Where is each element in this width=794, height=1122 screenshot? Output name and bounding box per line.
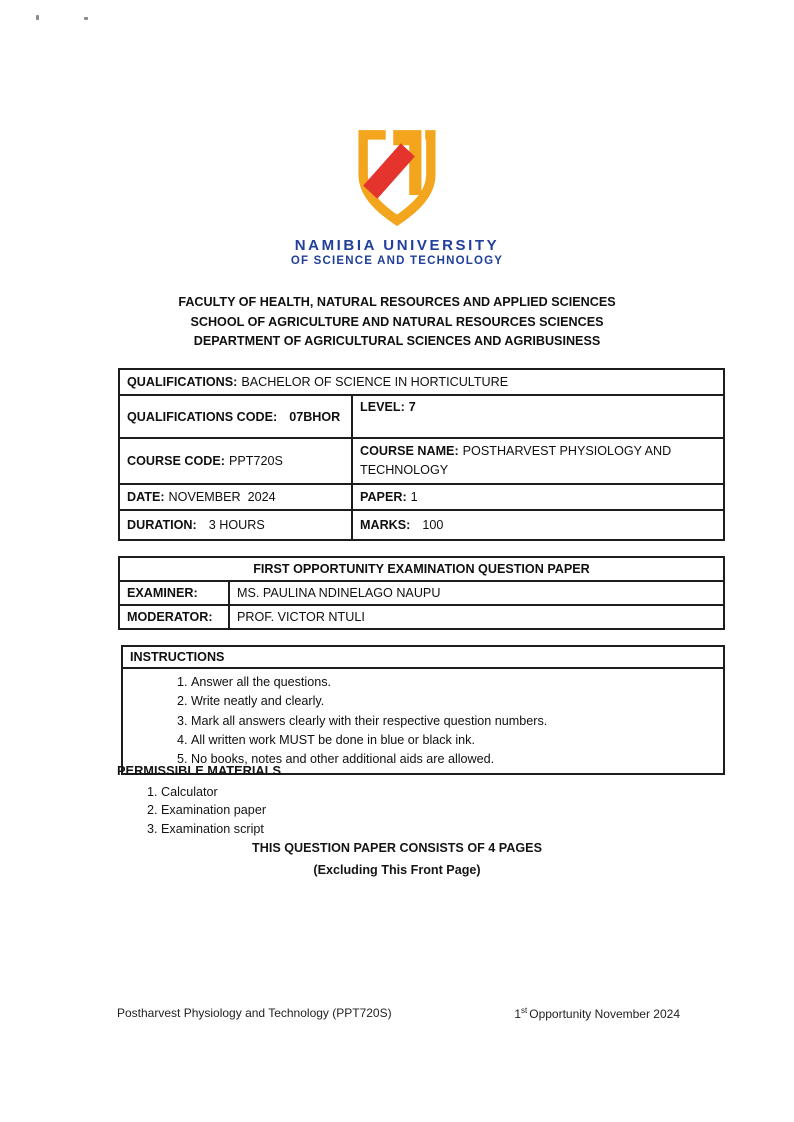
scan-speck bbox=[84, 17, 88, 20]
table-row bbox=[119, 510, 724, 540]
table-row bbox=[122, 668, 724, 774]
level-value: 7 bbox=[408, 400, 416, 414]
permissible-materials-block bbox=[117, 762, 725, 838]
page-count-subline: (Excluding This Front Page) bbox=[313, 863, 481, 877]
course-name-value: POSTHARVEST PHYSIOLOGY AND TECHNOLOGY bbox=[360, 444, 672, 477]
qualifications-cell bbox=[119, 369, 724, 395]
course-info-table bbox=[118, 368, 725, 541]
faculty-header bbox=[0, 293, 794, 352]
instructions-body bbox=[122, 668, 724, 774]
course-code-cell bbox=[119, 438, 352, 484]
material-item: 2. Examination paper bbox=[161, 801, 725, 819]
footer-opportunity bbox=[514, 1006, 680, 1021]
table-row bbox=[119, 369, 724, 395]
course-code-value: PPT720S bbox=[228, 454, 283, 468]
exam-paper-table bbox=[118, 556, 725, 630]
school-line: SCHOOL OF AGRICULTURE AND NATURAL RESOURCES SCIENCES bbox=[190, 314, 604, 329]
examiner-value: MS. PAULINA NDINELAGO NAUPU bbox=[229, 581, 724, 605]
instruction-item: 5. No books, notes and other additional aids are allowed. bbox=[191, 750, 717, 769]
scan-speck bbox=[36, 15, 39, 20]
material-item: 1. Calculator bbox=[161, 783, 725, 801]
department-line: DEPARTMENT OF AGRICULTURAL SCIENCES AND AGRIBUSINESS bbox=[193, 334, 601, 348]
university-logo-block bbox=[0, 126, 794, 267]
qualifications-code-label: QUALIFICATIONS CODE: bbox=[127, 409, 278, 424]
instruction-item: 1. Answer all the questions. bbox=[191, 673, 717, 692]
instructions-table bbox=[121, 645, 725, 775]
moderator-value: PROF. VICTOR NTULI bbox=[229, 605, 724, 629]
table-row bbox=[119, 484, 724, 510]
logo-red-band bbox=[363, 143, 415, 198]
exam-paper-title: FIRST OPPORTUNITY EXAMINATION QUESTION PAPER bbox=[119, 557, 724, 581]
paper-label: PAPER: bbox=[360, 490, 407, 504]
university-name: NAMIBIA UNIVERSITY bbox=[294, 237, 500, 254]
material-item: 3. Examination script bbox=[161, 820, 725, 838]
qualifications-code-cell bbox=[119, 395, 352, 438]
footer-course-title: Postharvest Physiology and Technology (PPT720S) bbox=[117, 1006, 392, 1020]
paper-cell bbox=[352, 484, 724, 510]
course-name-label: COURSE NAME: bbox=[360, 444, 459, 458]
marks-value: 100 bbox=[422, 518, 444, 532]
nust-shield-logo-icon bbox=[350, 126, 444, 234]
course-name-cell bbox=[352, 438, 724, 484]
page-count-line: THIS QUESTION PAPER CONSISTS OF 4 PAGES bbox=[252, 841, 542, 855]
table-row bbox=[119, 557, 724, 581]
table-row bbox=[119, 395, 724, 438]
date-label: DATE: bbox=[127, 490, 165, 504]
date-value: NOVEMBER 2024 bbox=[168, 490, 276, 504]
examiner-label: EXAMINER: bbox=[119, 581, 229, 605]
duration-label: DURATION: bbox=[127, 518, 197, 532]
instructions-title: INSTRUCTIONS bbox=[122, 646, 724, 668]
footer-opportunity-text: Opportunity November 2024 bbox=[529, 1007, 680, 1021]
footer-opportunity-ordinal: st bbox=[521, 1006, 528, 1015]
instruction-item: 2. Write neatly and clearly. bbox=[191, 692, 717, 711]
course-code-label: COURSE CODE: bbox=[127, 454, 225, 468]
level-cell bbox=[352, 395, 724, 438]
date-cell bbox=[119, 484, 352, 510]
page-footer bbox=[117, 1006, 680, 1021]
table-row bbox=[119, 438, 724, 484]
page-count-note bbox=[0, 837, 794, 881]
table-row bbox=[119, 581, 724, 605]
qualifications-code-value: 07BHOR bbox=[289, 409, 341, 424]
instructions-list bbox=[129, 673, 717, 769]
footer-opportunity-number: 1 bbox=[514, 1007, 522, 1021]
qualifications-value: BACHELOR OF SCIENCE IN HORTICULTURE bbox=[241, 375, 509, 389]
duration-value: 3 HOURS bbox=[208, 518, 265, 532]
instruction-item: 4. All written work MUST be done in blue or black ink. bbox=[191, 731, 717, 750]
qualifications-label: QUALIFICATIONS: bbox=[127, 375, 238, 389]
level-label: LEVEL: bbox=[360, 400, 405, 414]
marks-label: MARKS: bbox=[360, 518, 411, 532]
instruction-item: 3. Mark all answers clearly with their respective question numbers. bbox=[191, 712, 717, 731]
moderator-label: MODERATOR: bbox=[119, 605, 229, 629]
university-name-subline: OF SCIENCE AND TECHNOLOGY bbox=[290, 255, 504, 267]
paper-value: 1 bbox=[410, 490, 418, 504]
marks-cell bbox=[352, 510, 724, 540]
table-row bbox=[119, 605, 724, 629]
faculty-line: FACULTY OF HEALTH, NATURAL RESOURCES AND APPLIED SCIENCES bbox=[178, 295, 616, 309]
permissible-materials-list bbox=[117, 783, 725, 838]
duration-cell bbox=[119, 510, 352, 540]
table-row bbox=[122, 646, 724, 668]
permissible-materials-title: PERMISSIBLE MATERIALS bbox=[117, 763, 281, 778]
